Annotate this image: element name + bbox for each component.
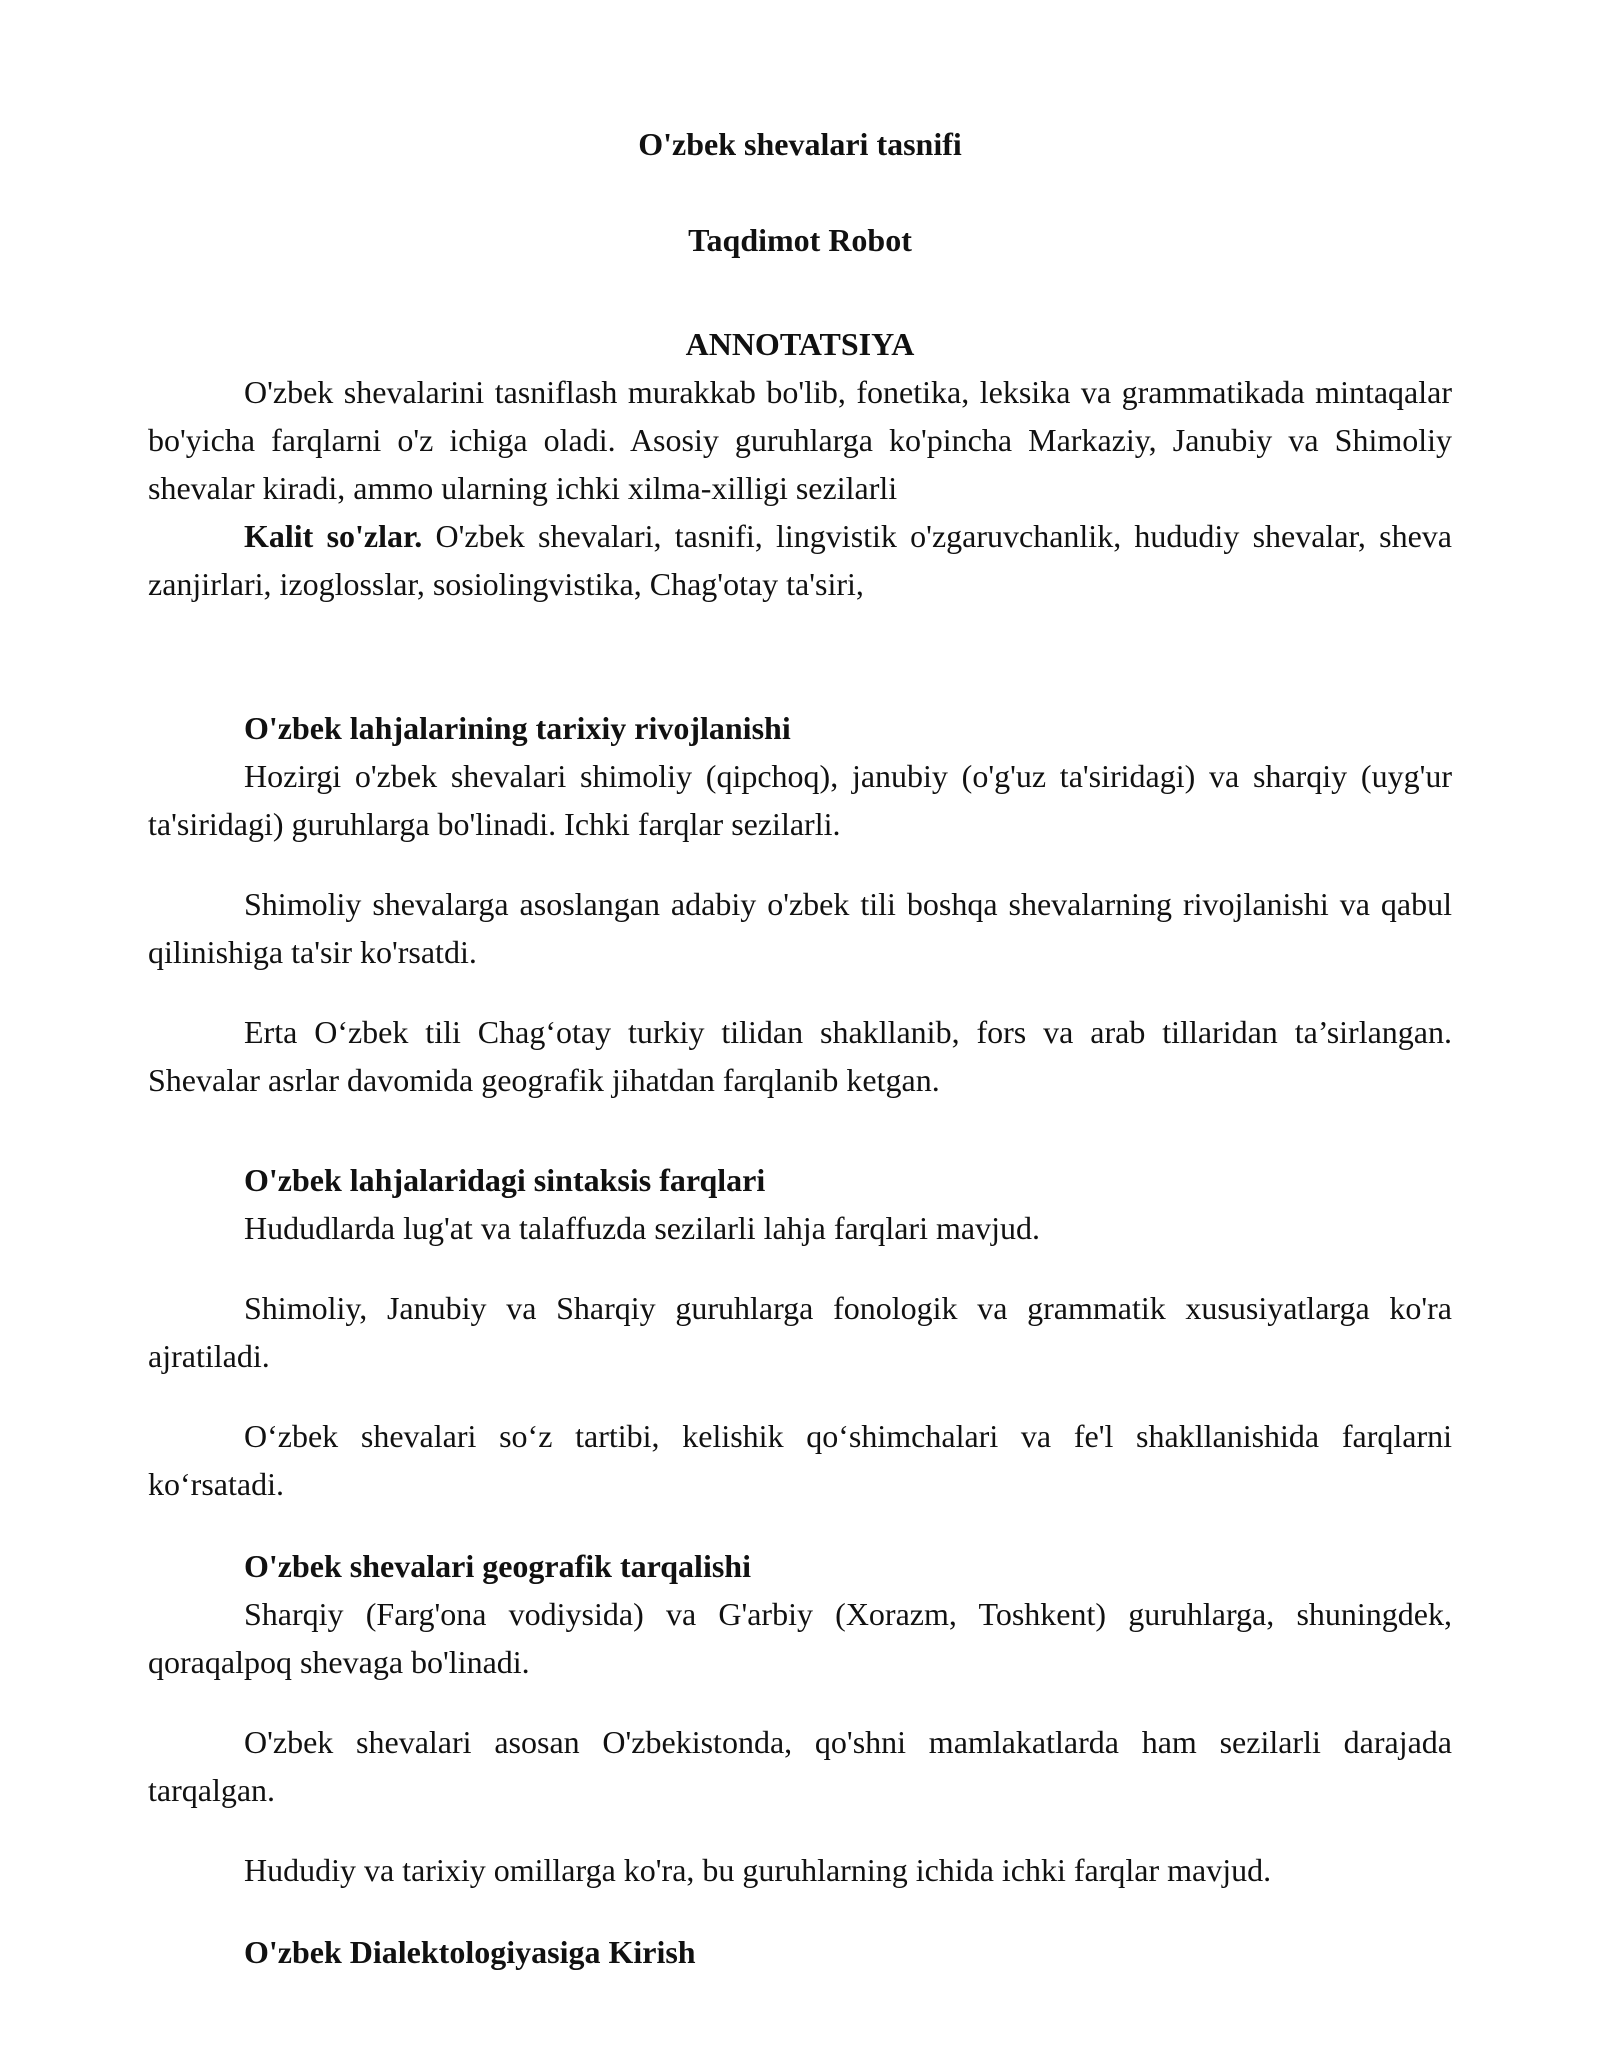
document-author: Taqdimot Robot: [688, 222, 912, 258]
section-heading-introduction: O'zbek Dialektologiyasiga Kirish: [244, 1934, 696, 1970]
section-paragraph: Hozirgi o'zbek shevalari shimoliy (qipchoq), janubiy (o'g'uz ta'siridagi) va sharqiy (uyg'ur ta'siridagi) guruhlarga bo'linadi. Ichki farqlar sezilarli.: [148, 758, 1452, 842]
section-paragraph: O‘zbek shevalari so‘z tartibi, kelishik qo‘shimchalari va fe'l shakllanishida farqlarni ko‘rsatadi.: [148, 1418, 1452, 1502]
section-paragraph: Sharqiy (Farg'ona vodiysida) va G'arbiy (Xorazm, Toshkent) guruhlarga, shuningdek, qoraqalpoq shevaga bo'linadi.: [148, 1596, 1452, 1680]
section-heading-geographic-distribution: O'zbek shevalari geografik tarqalishi: [244, 1548, 751, 1584]
section-heading-historical-development: O'zbek lahjalarining tarixiy rivojlanishi: [244, 710, 791, 746]
section-paragraph: Hududiy va tarixiy omillarga ko'ra, bu guruhlarning ichida ichki farqlar mavjud.: [244, 1852, 1272, 1888]
keywords-paragraph: [148, 512, 1452, 608]
section-paragraph: Shimoliy shevalarga asoslangan adabiy o'zbek tili boshqa shevalarning rivojlanishi va qabul qilinishiga ta'sir ko'rsatdi.: [148, 886, 1452, 970]
section-paragraph: O'zbek shevalari asosan O'zbekistonda, qo'shni mamlakatlarda ham sezilarli darajada tarqalgan.: [148, 1724, 1452, 1808]
document-page: [148, 120, 1452, 1976]
section-paragraph: Erta O‘zbek tili Chag‘otay turkiy tilidan shakllanib, fors va arab tillaridan ta’sirlangan. Shevalar asrlar davomida geografik jihatdan farqlanib ketgan.: [148, 1014, 1452, 1098]
keywords-label: Kalit so'zlar.: [244, 518, 423, 554]
annotation-heading: ANNOTATSIYA: [685, 326, 915, 362]
keywords-text: O'zbek shevalari, tasnifi, lingvistik o'zgaruvchanlik, hududiy shevalar, sheva zanjirlari, izoglosslar, sosiolingvistika, Chag'otay ta'siri,: [148, 518, 1453, 602]
annotation-paragraph: O'zbek shevalarini tasniflash murakkab bo'lib, fonetika, leksika va grammatikada mintaqalar bo'yicha farqlarni o'z ichiga oladi. Asosiy guruhlarga ko'pincha Markaziy, Janubiy va Shimoliy shevalar kiradi, ammo ularning ichki xilma-xilligi sezilarli: [148, 374, 1452, 506]
section-paragraph: Hududlarda lug'at va talaffuzda sezilarli lahja farqlari mavjud.: [244, 1210, 1040, 1246]
section-paragraph: Shimoliy, Janubiy va Sharqiy guruhlarga fonologik va grammatik xususiyatlarga ko'ra ajratiladi.: [148, 1290, 1452, 1374]
section-heading-syntax-differences: O'zbek lahjalaridagi sintaksis farqlari: [244, 1162, 766, 1198]
document-title: O'zbek shevalari tasnifi: [638, 126, 962, 162]
